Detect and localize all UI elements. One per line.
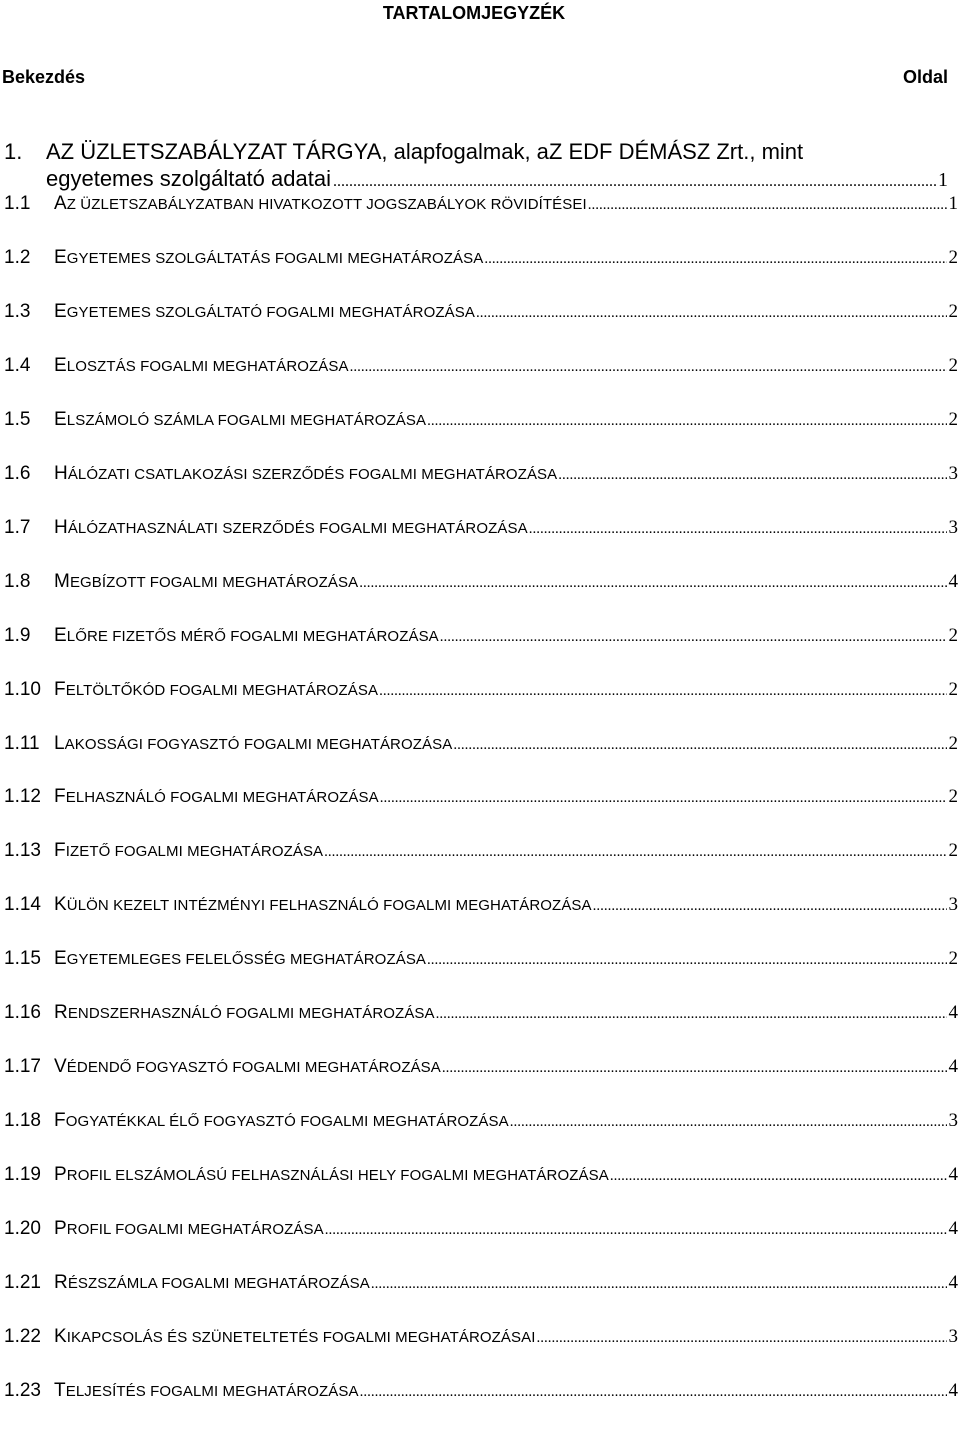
toc-entry-number: 1.3: [4, 300, 31, 322]
toc-entry-title-rest: EGBÍZOTT FOGALMI MEGHATÁROZÁSA: [69, 573, 359, 591]
toc-entry[interactable]: [0, 1161, 960, 1189]
toc-entry-page: 2: [948, 408, 958, 430]
toc-entry-number: 1.11: [4, 732, 40, 754]
toc-entry-number: 1.21: [4, 1272, 41, 1293]
toc-entry-title: [54, 244, 483, 273]
toc-entry-page: 4: [948, 1272, 958, 1293]
toc-entry-page: 4: [948, 1379, 958, 1401]
toc-entry-title-rest: GYETEMLEGES FELELŐSSÉG MEGHATÁROZÁSA: [66, 951, 427, 969]
toc-entry-number: 1.4: [4, 354, 31, 376]
dot-leader: [588, 191, 947, 219]
page-column-label: Oldal: [902, 67, 948, 87]
toc-entry-title: [54, 460, 557, 489]
toc-entry-title-rest: ROFIL ELSZÁMOLÁSÚ FELHASZNÁLÁSI HELY FOGALMI MEGHATÁROZÁSA: [66, 1167, 609, 1185]
toc-entry-title-line2: egyetemes szolgáltató adatai: [46, 166, 331, 191]
toc-entry-title: [54, 1161, 609, 1190]
toc-entry-title: [54, 406, 426, 435]
toc-entry-page: 3: [948, 516, 958, 538]
dot-leader: [484, 245, 946, 273]
toc-entry-title-rest: LSZÁMOLÓ SZÁMLA FOGALMI MEGHATÁROZÁSA: [66, 411, 427, 429]
toc-entry-number: 1.17: [4, 1056, 41, 1078]
toc-entry[interactable]: [0, 945, 960, 973]
toc-entry-title: [54, 999, 435, 1028]
toc-entry[interactable]: [0, 406, 960, 434]
toc-entry-page: 2: [948, 840, 958, 862]
toc-entry-title-rest: ÉDENDŐ FOGYASZTÓ FOGALMI MEGHATÁROZÁSA: [66, 1059, 441, 1077]
toc-entry-title: [54, 891, 592, 920]
toc-entry-title-rest: OGYATÉKKAL ÉLŐ FOGYASZTÓ FOGALMI MEGHATÁROZÁSA: [65, 1113, 509, 1131]
toc-entry-number: 1.14: [4, 894, 41, 916]
toc-entry-title: [54, 514, 528, 543]
toc-entry-title: [54, 622, 439, 651]
toc-entry-page: 4: [948, 1164, 958, 1186]
toc-entry-number: 1.15: [4, 948, 41, 970]
toc-entry-number: 1.12: [4, 786, 41, 808]
toc-entry[interactable]: [0, 1323, 960, 1351]
toc-entry-number: 1.23: [4, 1379, 41, 1401]
dot-leader: [558, 461, 946, 489]
toc-entry-number: 1.16: [4, 1002, 41, 1024]
toc-title: TARTALOMJEGYZÉK: [382, 3, 566, 23]
toc-entry-title: [54, 1377, 359, 1406]
toc-entry-title-rest: ELTÖLTŐKÓD FOGALMI MEGHATÁROZÁSA: [65, 681, 379, 699]
toc-entry-number: 1.5: [4, 408, 31, 430]
toc-entry[interactable]: [0, 730, 960, 758]
dot-leader: [427, 407, 946, 435]
toc-entry-title-initial: H: [54, 516, 68, 538]
toc-entry-title-initial: K: [54, 894, 67, 916]
toc-entry-title-initial: E: [54, 408, 67, 430]
toc-entry-title-initial: L: [54, 732, 65, 754]
dot-leader: [593, 892, 947, 920]
toc-entry-title-initial: A: [54, 193, 67, 214]
toc-entry-title-rest: AKOSSÁGI FOGYASZTÓ FOGALMI MEGHATÁROZÁSA: [64, 735, 453, 753]
toc-entry-title-rest: LOSZTÁS FOGALMI MEGHATÁROZÁSA: [66, 357, 349, 375]
toc-entry-title-rest: IZETŐ FOGALMI MEGHATÁROZÁSA: [65, 843, 324, 861]
toc-entry-title-rest: LŐRE FIZETŐS MÉRŐ FOGALMI MEGHATÁROZÁSA: [66, 627, 439, 645]
toc-entry-page: 2: [948, 786, 958, 808]
toc-entry-title-initial: M: [54, 570, 70, 592]
toc-entry-page: 2: [948, 300, 958, 322]
toc-entry-page: 1: [938, 169, 948, 191]
toc-entry[interactable]: [0, 190, 960, 218]
toc-entry-page: 3: [948, 1110, 958, 1132]
dot-leader: [379, 677, 946, 705]
toc-entry-page: 2: [948, 678, 958, 700]
dot-leader: [529, 515, 947, 543]
dot-leader: [360, 1378, 947, 1406]
toc-entry-title-rest: ÜLÖN KEZELT INTÉZMÉNYI FELHASZNÁLÓ FOGALMI MEGHATÁROZÁSA: [66, 897, 592, 915]
toc-entry-title: [54, 352, 349, 381]
toc-entry-page: 2: [948, 246, 958, 268]
toc-entry-page: 3: [948, 1325, 958, 1347]
dot-leader: [510, 1108, 947, 1136]
dot-leader: [350, 353, 947, 381]
toc-entry-page: 2: [948, 354, 958, 376]
toc-entry-title-initial: F: [54, 786, 66, 808]
dot-leader: [436, 1000, 947, 1028]
toc-entry-title-rest: ELJESÍTÉS FOGALMI MEGHATÁROZÁSA: [65, 1382, 359, 1400]
toc-entry[interactable]: [0, 891, 960, 919]
toc-entry-title-rest: IKAPCSOLÁS ÉS SZÜNETELTETÉS FOGALMI MEGHATÁROZÁSAI: [66, 1328, 536, 1346]
toc-entry-title-line1: AZ ÜZLETSZABÁLYZAT TÁRGYA, alapfogalmak, aZ EDF DÉMÁSZ Zrt., mint: [46, 139, 804, 164]
dot-leader: [380, 784, 947, 812]
toc-entry-page: 2: [948, 732, 958, 754]
dot-leader: [325, 1216, 947, 1244]
dot-leader: [359, 569, 946, 597]
toc-entry-number: 1.9: [4, 624, 31, 646]
toc-entry-title: [54, 1107, 509, 1136]
toc-entry-title: [54, 783, 379, 812]
toc-entry-title-initial: F: [54, 840, 66, 862]
toc-entry-title-initial: P: [54, 1164, 67, 1186]
toc-entry-number: 1.20: [4, 1218, 41, 1240]
toc-entry[interactable]: [0, 352, 960, 380]
toc-entry-number: 1.22: [4, 1325, 41, 1347]
toc-entry[interactable]: [0, 460, 960, 488]
toc-entry-number: 1.2: [4, 246, 31, 268]
dot-leader: [440, 623, 947, 651]
toc-entry-title: [54, 298, 475, 327]
toc-entry-page: 4: [948, 1002, 958, 1024]
toc-entry-title-initial: V: [54, 1056, 67, 1078]
toc-entry[interactable]: [0, 783, 960, 811]
toc-entry[interactable]: [0, 244, 960, 272]
toc-entry-number: 1.13: [4, 840, 41, 862]
toc-entry-page: 4: [948, 1218, 958, 1240]
toc-entry-title-initial: E: [54, 300, 67, 322]
toc-entry-title-initial: K: [54, 1325, 67, 1347]
dot-leader: [537, 1324, 947, 1352]
toc-entry-title-rest: GYETEMES SZOLGÁLTATÓ FOGALMI MEGHATÁROZÁSA: [66, 303, 475, 321]
toc-entry-number: 1.7: [4, 516, 31, 538]
toc-entry-title-rest: ROFIL FOGALMI MEGHATÁROZÁSA: [66, 1221, 324, 1239]
toc-entry[interactable]: [0, 1215, 960, 1243]
toc-entry[interactable]: [0, 514, 960, 542]
toc-entry-title-rest: ÉSZSZÁMLA FOGALMI MEGHATÁROZÁSA: [67, 1275, 370, 1292]
toc-entry[interactable]: [0, 999, 960, 1027]
toc-entry-title: [54, 730, 452, 759]
toc-entry-title: [54, 1323, 536, 1352]
toc-entry-page: 2: [948, 948, 958, 970]
toc-entry-title-initial: R: [54, 1002, 68, 1024]
toc-entry-number: 1.19: [4, 1164, 41, 1186]
dot-leader: [453, 731, 946, 759]
toc-entry[interactable]: [0, 837, 960, 865]
toc-entry-page: 4: [948, 1056, 958, 1078]
dot-leader: [442, 1054, 947, 1082]
toc-entry[interactable]: [0, 1107, 960, 1135]
dot-leader: [610, 1162, 947, 1190]
toc-entry[interactable]: [0, 622, 960, 650]
toc-entry-page: 3: [948, 894, 958, 916]
toc-entry-title-initial: H: [54, 462, 68, 484]
dot-leader: [476, 299, 947, 327]
toc-entry-title-rest: ELHASZNÁLÓ FOGALMI MEGHATÁROZÁSA: [65, 789, 379, 807]
toc-entry[interactable]: [0, 676, 960, 704]
dot-leader: [371, 1270, 947, 1298]
toc-entry[interactable]: [0, 1377, 960, 1405]
toc-entry-title: [54, 568, 358, 597]
toc-entry-number: 1.6: [4, 462, 31, 484]
toc-entry-title-initial: E: [54, 948, 67, 970]
toc-entry-number: 1.8: [4, 570, 31, 592]
toc-entry[interactable]: [0, 1053, 960, 1081]
toc-entry-title: [54, 1215, 324, 1244]
toc-entry-title-initial: F: [54, 678, 66, 700]
toc-entry-title: [54, 837, 323, 866]
toc-entry-title-rest: GYETEMES SZOLGÁLTATÁS FOGALMI MEGHATÁROZÁSA: [66, 249, 484, 267]
toc-entry-number: 1.18: [4, 1110, 41, 1132]
toc-entry-page: 1: [948, 193, 958, 214]
toc-entry-title-rest: ÁLÓZATHASZNÁLATI SZERZŐDÉS FOGALMI MEGHATÁROZÁSA: [67, 519, 528, 537]
toc-entry-page: 3: [948, 462, 958, 484]
toc-entry-title-initial: E: [54, 624, 67, 646]
toc-entry-title: [54, 1053, 441, 1082]
toc-entry-title-initial: P: [54, 1218, 67, 1240]
dot-leader: [324, 838, 946, 866]
toc-entry-title-initial: F: [54, 1110, 66, 1132]
toc-entry-number: 1.10: [4, 678, 41, 700]
toc-entry-title: [54, 190, 587, 219]
toc-entry-title-initial: E: [54, 246, 67, 268]
toc-entry-title-initial: R: [54, 1272, 68, 1293]
toc-entry-title: [54, 676, 378, 705]
dot-leader: [427, 946, 946, 974]
toc-entry-title-rest: Z ÜZLETSZABÁLYZATBAN HIVATKOZOTT JOGSZABÁLYOK RÖVIDÍTÉSEI: [66, 196, 587, 213]
toc-entry-title-rest: ENDSZERHASZNÁLÓ FOGALMI MEGHATÁROZÁSA: [67, 1005, 435, 1023]
toc-entry-title-initial: E: [54, 354, 67, 376]
toc-entry-title-initial: T: [54, 1379, 66, 1401]
toc-entry-page: 4: [948, 570, 958, 592]
toc-entry[interactable]: [0, 298, 960, 326]
toc-entry-number: 1.1: [4, 193, 31, 214]
toc-entry[interactable]: [0, 1269, 960, 1297]
toc-entry-page: 2: [948, 624, 958, 646]
section-column-label: Bekezdés: [2, 67, 86, 87]
toc-entry-title: [54, 945, 426, 974]
toc-entry-number: 1.: [4, 139, 23, 164]
toc-entry[interactable]: [0, 568, 960, 596]
toc-entry-title-rest: ÁLÓZATI CSATLAKOZÁSI SZERZŐDÉS FOGALMI MEGHATÁROZÁSA: [67, 465, 558, 483]
toc-entry-title: [54, 1269, 370, 1298]
